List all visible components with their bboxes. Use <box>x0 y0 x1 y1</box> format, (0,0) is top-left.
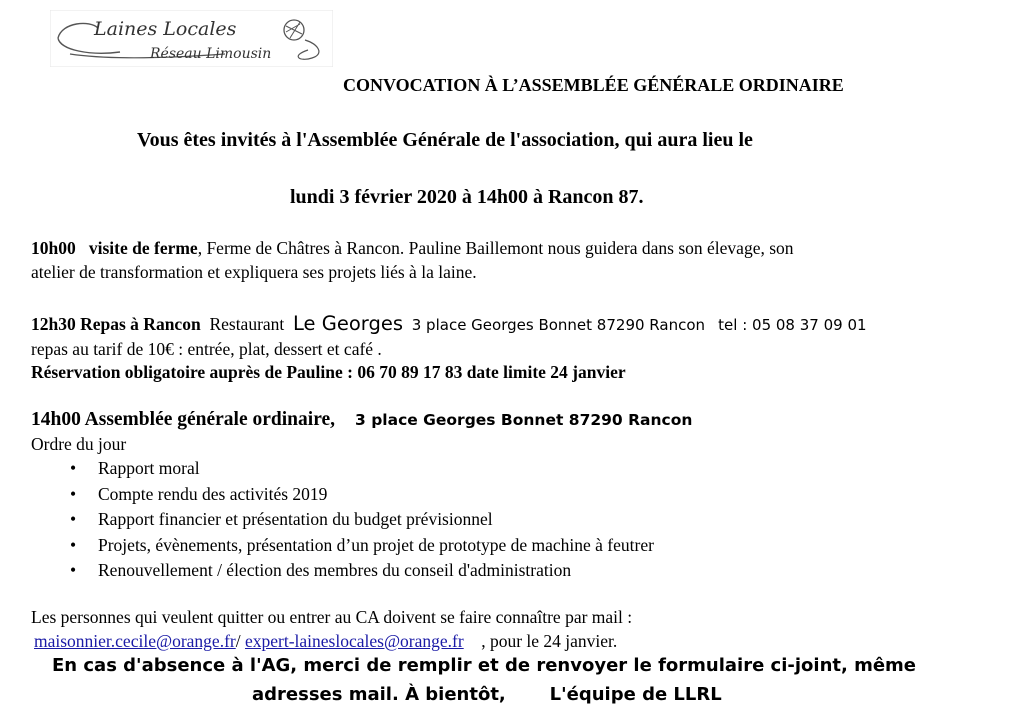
meal-price: repas au tarif de 10€ : entrée, plat, dessert et café . <box>31 339 382 359</box>
date-line: lundi 3 février 2020 à 14h00 à Rancon 87. <box>290 186 644 208</box>
visit-text1: , Ferme de Châtres à Rancon. Pauline Baillemont nous guidera dans son élevage, son <box>197 238 794 258</box>
meal-reservation: Réservation obligatoire auprès de Pauline : 06 70 89 17 83 date limite 24 janvier <box>31 362 626 382</box>
agenda-label: Ordre du jour <box>31 434 127 454</box>
footer-greeting: adresses mail. À bientôt, <box>252 684 506 705</box>
visit-time: 10h00 <box>31 238 76 258</box>
email-link-expert[interactable]: expert-laineslocales@orange.fr <box>244 631 464 651</box>
email-separator: / <box>235 631 241 651</box>
assembly-heading-line <box>31 409 692 431</box>
visit-text2: atelier de transformation et expliquera ses projets liés à la laine. <box>31 262 477 282</box>
meal-line <box>31 312 867 335</box>
footer-line1: En cas d'absence à l'AG, merci de remplir et de renvoyer le formulaire ci-joint, même <box>52 655 917 676</box>
page-title: CONVOCATION À L’ASSEMBLÉE GÉNÉRALE ORDINAIRE <box>343 75 844 95</box>
email-link-cecile[interactable]: maisonnier.cecile@orange.fr <box>34 631 236 651</box>
ca-text: Les personnes qui veulent quitter ou entrer au CA doivent se faire connaître par mail : <box>31 607 633 627</box>
ca-emails <box>34 631 617 652</box>
visit-label: visite de ferme <box>88 238 198 258</box>
meal-label: 12h30 Repas à Rancon <box>31 314 201 334</box>
logo <box>50 10 333 67</box>
ca-deadline: , pour le 24 janvier. <box>463 631 618 651</box>
invitation-line: Vous êtes invités à l'Assemblée Générale de l'association, qui aura lieu le <box>137 129 753 151</box>
assembly-address: 3 place Georges Bonnet 87290 Rancon <box>355 411 693 429</box>
assembly-heading: 14h00 Assemblée générale ordinaire, <box>31 409 336 430</box>
restaurant-word: Restaurant <box>209 314 285 334</box>
meal-tel: tel : 05 08 37 09 01 <box>718 316 867 334</box>
visit-line1 <box>31 238 794 259</box>
meal-address: 3 place Georges Bonnet 87290 Rancon <box>411 316 706 334</box>
logo-line2: Réseau Limousin <box>150 46 272 62</box>
restaurant-name: Le Georges <box>293 312 403 335</box>
footer-signature: L'équipe de LLRL <box>549 684 722 705</box>
footer-line2 <box>252 684 722 705</box>
logo-line1: Laines Locales <box>94 18 237 40</box>
